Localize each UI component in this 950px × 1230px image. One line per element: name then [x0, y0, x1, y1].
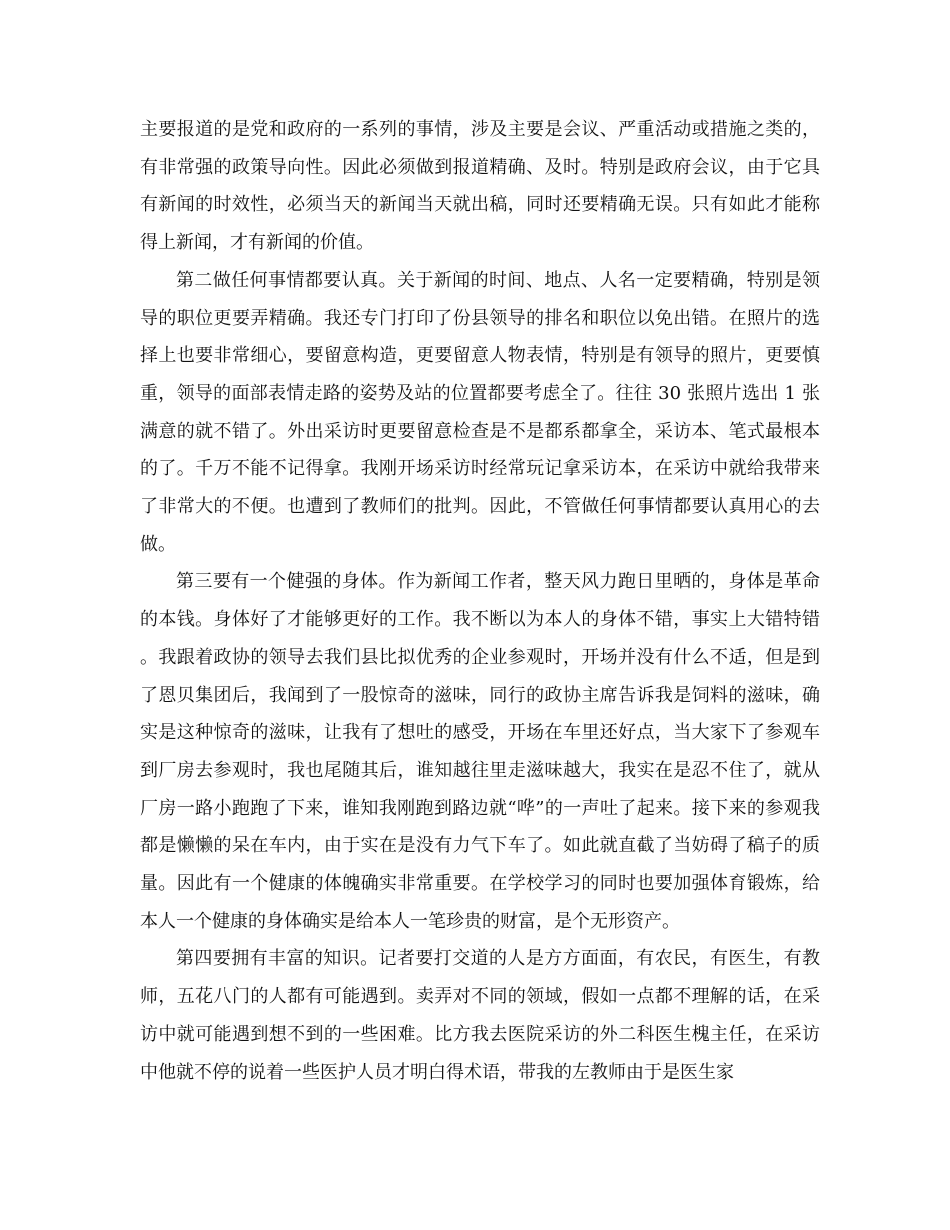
body-text: [140, 111, 820, 1091]
paragraph-4: 第四要拥有丰富的知识。记者要打交道的人是方方面面，有农民，有医生，有教师，五花八门的人都有可能遇到。卖弄对不同的领域，假如一点都不理解的话，在采访中就可能遇到想不到的一些困难。比方我去医院采访的外二科医生槐主任，在采访中他就不停的说着一些医护人员才明白得术语，带我的左教师由于是医生家: [140, 948, 820, 1083]
paragraph-1: 主要报道的是党和政府的一系列的事情，涉及主要是会议、严重活动或措施之类的，有非常强的政策导向性。因此必须做到报道精确、及时。特别是政府会议，由于它具有新闻的时效性，必须当天的新闻当天就出稿，同时还要精确无误。只有如此才能称得上新闻，才有新闻的价值。: [140, 119, 820, 254]
paragraph-3: 第三要有一个健强的身体。作为新闻工作者，整天风力跑日里晒的，身体是革命的本钱。身体好了才能够更好的工作。我不断以为本人的身体不错，事实上大错特错。我跟着政协的领导去我们县比拟优秀的企业参观时，开场并没有什么不适，但是到了恩贝集团后，我闻到了一股惊奇的滋味，同行的政协主席告诉我是饲料的滋味，确实是这种惊奇的滋味，让我有了想吐的感受，开场在车里还好点，当大家下了参观车到厂房去参观时，我也尾随其后，谁知越往里走滋味越大，我实在是忍不住了，就从厂房一路小跑跑了下来，谁知我刚跑到路边就“哗”的一声吐了起来。接下来的参观我都是懒懒的呆在车内，由于实在是没有力气下车了。如此就直截了当妨碍了稿子的质量。因此有一个健康的体魄确实非常重要。在学校学习的同时也要加强体育锻炼，给本人一个健康的身体确实是给本人一笔珍贵的财富，是个无形资产。: [140, 571, 820, 932]
paragraph-2: 第二做任何事情都要认真。关于新闻的时间、地点、人名一定要精确，特别是领导的职位更要弄精确。我还专门打印了份县领导的排名和职位以免出错。在照片的选择上也要非常细心，要留意构造，更要留意人物表情，特别是有领导的照片，更要慎重，领导的面部表情走路的姿势及站的位置都要考虑全了。往往 30 张照片选出 1 张满意的就不错了。外出采访时更要留意检查是不是都系都拿全，采访本、笔式最根本的了。千万不能不记得拿。我刚开场采访时经常玩记拿采访本，在采访中就给我带来了非常大的不便。也遭到了教师们的批判。因此，不管做任何事情都要认真用心的去做。: [140, 269, 820, 555]
